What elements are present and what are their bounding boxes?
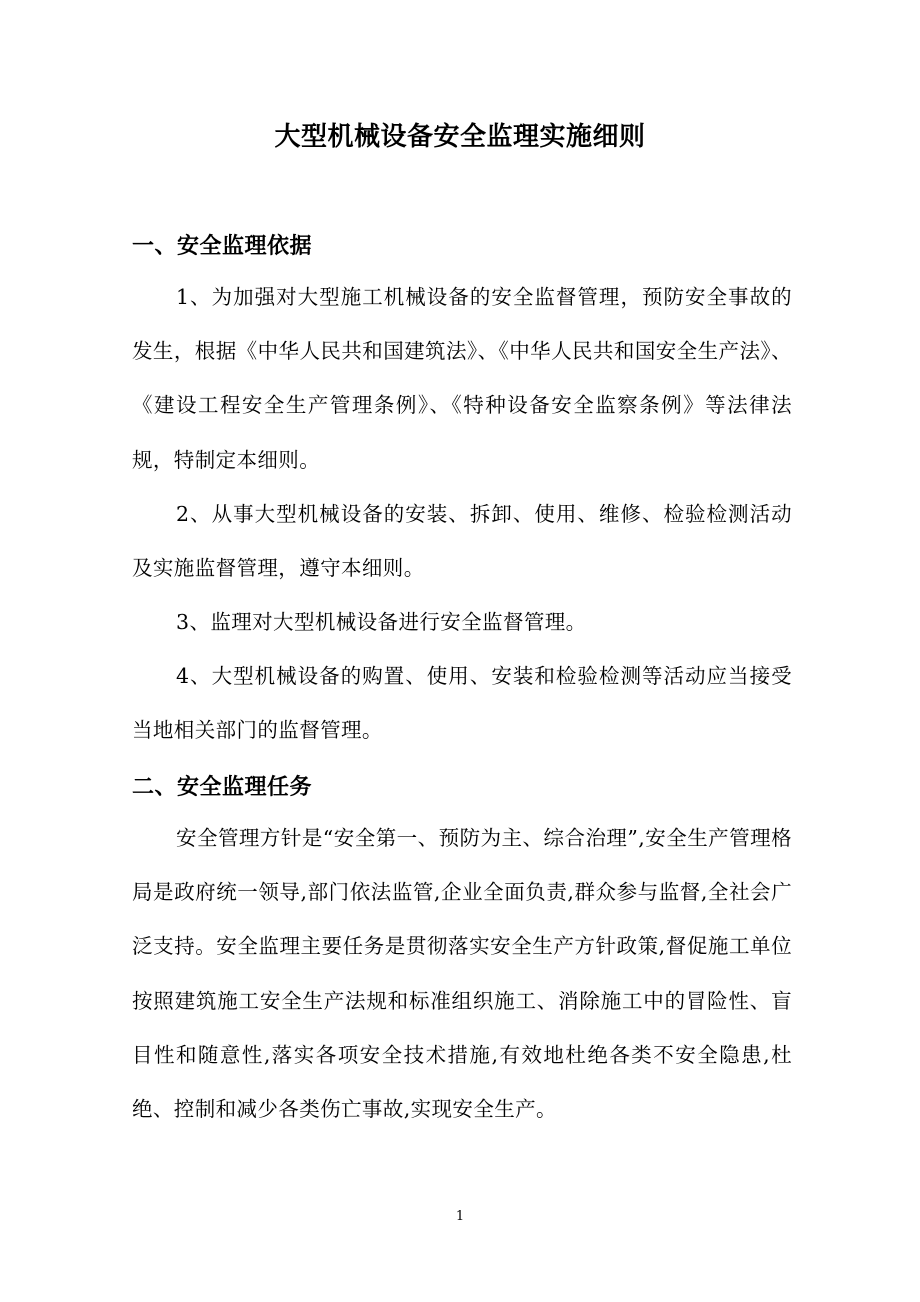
paragraph-1-2: 2、从事大型机械设备的安装、拆卸、使用、维修、检验检测活动及实施监督管理，遵守本细则。: [132, 502, 792, 581]
paragraph-1-1: 1、为加强对大型施工机械设备的安全监督管理，预防安全事故的发生，根据《中华人民共和国建筑法》、《中华人民共和国安全生产法》、《建设工程安全生产管理条例》、《特种设备安全监察条例》等法律法规，特制定本细则。: [132, 285, 792, 472]
page-number: 1: [455, 1209, 465, 1224]
paragraph-2-1: 安全管理方针是“安全第一、预防为主、综合治理”,安全生产管理格局是政府统一领导,部门依法监管,企业全面负责,群众参与监督,全社会广泛支持。安全监理主要任务是贯彻落实安全生产方针政策,督促施工单位按照建筑施工安全生产法规和标准组织施工、消除施工中的冒险性、盲目性和随意性,落实各项安全技术措施,有效地杜绝各类不安全隐患,杜绝、控制和减少各类伤亡事故,实现安全生产。: [132, 826, 792, 1122]
paragraph-1-4: 4、大型机械设备的购置、使用、安装和检验检测等活动应当接受当地相关部门的监督管理。: [132, 664, 792, 743]
document-title: 大型机械设备安全监理实施细则: [274, 122, 646, 152]
paragraph-1-3: 3、监理对大型机械设备进行安全监督管理。: [176, 610, 587, 634]
section-heading-2: 二、安全监理任务: [132, 774, 313, 800]
section-heading-1: 一、安全监理依据: [132, 233, 313, 259]
